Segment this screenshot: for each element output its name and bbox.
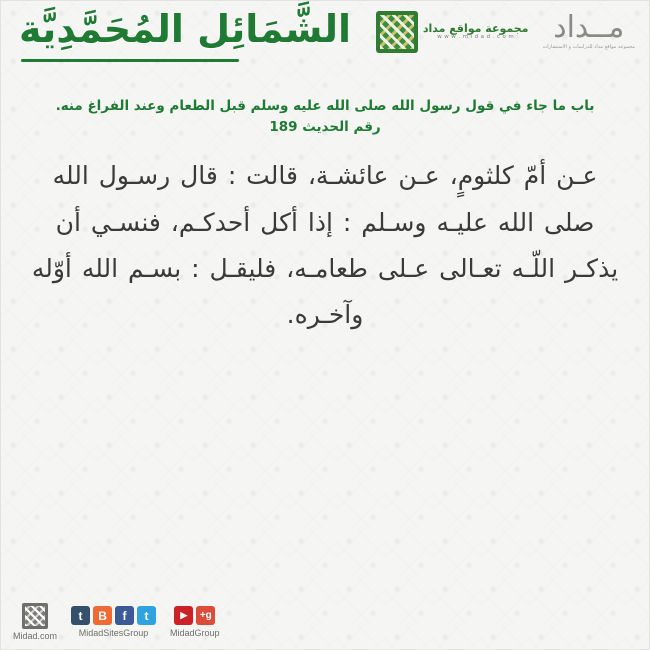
card-footer [1,595,649,649]
title-underline [21,59,239,62]
social-icons-midad [174,606,215,625]
midad-calligraphy-subtitle: مجموعة مواقع مداد للدراسات و الاستشارات [542,44,635,51]
page-title: الشَّمَائِل المُحَمَّدِيَّة [19,7,352,51]
midad-logo-text [423,23,529,40]
midad-calligraphy-logo[interactable] [542,10,636,51]
midad-calligraphy-word: مــداد [553,10,625,46]
social-group-label-midad-sites: MidadSitesGroup [78,628,149,638]
tumblr-icon[interactable]: t [71,606,90,625]
midad-calligraphy-text [542,10,636,51]
chapter-title: باب ما جاء في قول رسول الله صلى الله عليه وسلم قبل الطعام وعند الفراغ منه. [55,98,595,114]
social-icons-midad-sites [71,606,156,625]
midad-logo-icon [376,11,418,53]
blogger-icon[interactable]: B [93,606,112,625]
hadith-number: رقم الحديث 189 [269,119,381,136]
footer-brand-label: Midad.com [13,631,58,641]
twitter-icon[interactable]: t [137,606,156,625]
google-plus-icon[interactable]: g+ [196,606,215,625]
social-group-label-midad: MidadGroup [170,628,220,638]
hadith-text: عـن أمّ كلثومٍ، عـن عائشـة، قالت : قال رسـول الله صلى الله عليـه وسـلم : إذا أكل أحدكـم، فنسـي أن يذكـر اللّـه تعـالى عـلى طعامـه، فليقـل : بسـم الله أوّله وآخـره. [31,161,619,330]
facebook-icon[interactable]: f [115,606,134,625]
footer-logo-icon [22,603,48,629]
logo-group [376,11,635,53]
midad-logo-subtitle: w w w . m i d a d . c o m [437,33,515,40]
social-group-midad [170,606,220,638]
social-group-midad-sites [71,606,156,638]
youtube-icon[interactable]: ▶ [174,606,193,625]
midad-logo-title: مجموعة مواقع مداد [422,22,529,36]
card-header [1,1,649,79]
footer-brand[interactable] [13,603,57,641]
midad-sites-group-logo[interactable] [376,11,529,53]
